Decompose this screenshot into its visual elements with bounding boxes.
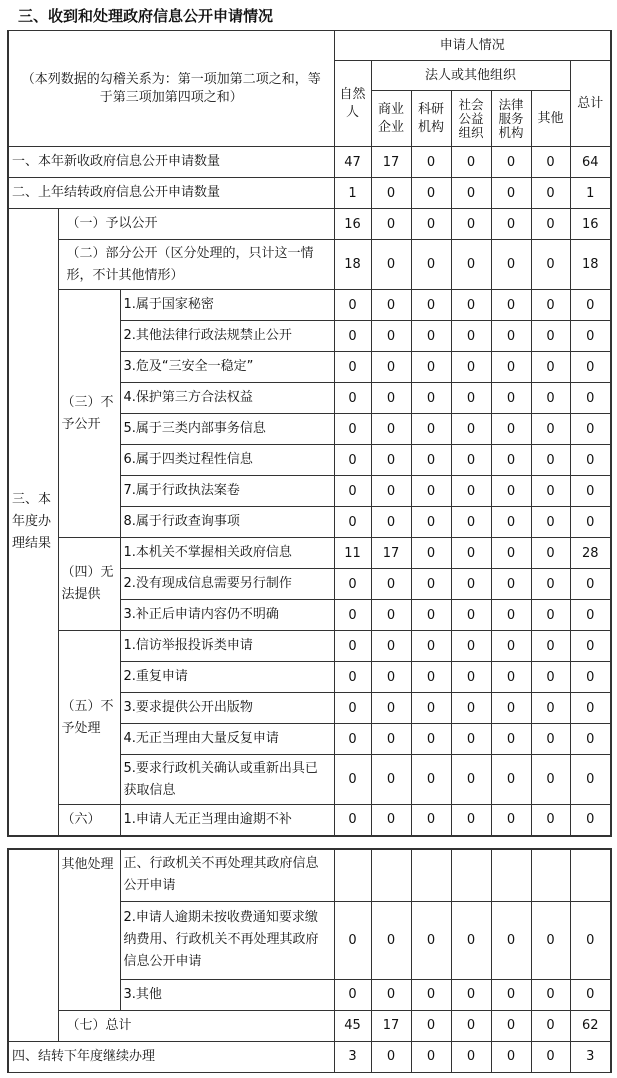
cell: 62 <box>570 1010 611 1041</box>
cell: 0 <box>531 979 570 1010</box>
cell: 0 <box>531 569 570 600</box>
cell: 0 <box>491 662 531 693</box>
row-label: 1.信访举报投诉类申请 <box>120 631 334 662</box>
cell: 0 <box>411 476 451 507</box>
cell: 0 <box>371 178 411 209</box>
cell: 0 <box>570 352 611 383</box>
cell: 0 <box>334 979 371 1010</box>
cell: 0 <box>411 693 451 724</box>
row-label: 1.本机关不掌握相关政府信息 <box>120 538 334 569</box>
cell: 0 <box>451 352 491 383</box>
cell: 0 <box>531 383 570 414</box>
cell: 0 <box>334 631 371 662</box>
group6-cont-label: 其他处理 <box>58 849 120 1010</box>
cell: 0 <box>411 662 451 693</box>
cell <box>570 849 611 901</box>
cell: 0 <box>531 476 570 507</box>
cell <box>531 849 570 901</box>
cell: 17 <box>371 538 411 569</box>
cell: 0 <box>371 901 411 979</box>
cell: 3 <box>334 1041 371 1072</box>
cell: 0 <box>371 383 411 414</box>
cell: 0 <box>371 631 411 662</box>
group5-label: （五）不予处理 <box>58 631 120 805</box>
header-col-legal-service: 法律服务机构 <box>491 91 531 147</box>
cell: 0 <box>451 538 491 569</box>
cell: 0 <box>570 979 611 1010</box>
cell: 0 <box>371 805 411 836</box>
cell: 0 <box>334 569 371 600</box>
cell: 0 <box>371 352 411 383</box>
header-total: 总计 <box>570 61 611 147</box>
cell: 0 <box>451 290 491 321</box>
cell: 0 <box>371 476 411 507</box>
cell: 0 <box>451 693 491 724</box>
row-label: 4.保护第三方合法权益 <box>120 383 334 414</box>
header-note: （本列数据的勾稽关系为：第一项加第二项之和，等于第三项加第四项之和） <box>8 31 334 147</box>
cell: 0 <box>411 209 451 240</box>
cell: 45 <box>334 1010 371 1041</box>
cell: 0 <box>451 901 491 979</box>
cell: 0 <box>570 476 611 507</box>
cell: 0 <box>531 538 570 569</box>
cell: 0 <box>411 383 451 414</box>
cell: 0 <box>491 600 531 631</box>
row-label: 6.属于四类过程性信息 <box>120 445 334 476</box>
row-label: 4.无正当理由大量反复申请 <box>120 724 334 755</box>
cell: 0 <box>411 240 451 290</box>
cell: 0 <box>451 1041 491 1072</box>
cell: 0 <box>334 445 371 476</box>
cell: 0 <box>411 1041 451 1072</box>
cell: 0 <box>334 476 371 507</box>
cell: 0 <box>371 507 411 538</box>
cell: 0 <box>570 662 611 693</box>
cell: 1 <box>334 178 371 209</box>
section3-label: 三、本年度办理结果 <box>8 209 58 836</box>
cell: 0 <box>451 147 491 178</box>
cell: 0 <box>531 1041 570 1072</box>
cell: 0 <box>411 507 451 538</box>
row-label: 3.补正后申请内容仍不明确 <box>120 600 334 631</box>
cell: 0 <box>531 352 570 383</box>
cell: 0 <box>334 805 371 836</box>
cell: 0 <box>531 209 570 240</box>
cell: 0 <box>451 414 491 445</box>
cell: 0 <box>491 805 531 836</box>
cell: 0 <box>531 805 570 836</box>
cell: 0 <box>570 631 611 662</box>
cell: 16 <box>334 209 371 240</box>
cell: 0 <box>491 445 531 476</box>
cell: 0 <box>531 600 570 631</box>
cell: 0 <box>491 209 531 240</box>
disclosure-table-part1 <box>7 30 612 837</box>
row-label: （七）总计 <box>58 1010 334 1041</box>
cell: 0 <box>531 414 570 445</box>
cell: 0 <box>491 631 531 662</box>
header-natural-person: 自然人 <box>334 61 371 147</box>
cell: 0 <box>451 569 491 600</box>
cell: 0 <box>491 1010 531 1041</box>
cell: 0 <box>411 1010 451 1041</box>
cell: 16 <box>570 209 611 240</box>
section3-cont <box>8 849 58 1041</box>
cell: 0 <box>491 240 531 290</box>
cell: 0 <box>451 600 491 631</box>
cell <box>491 849 531 901</box>
cell: 0 <box>411 538 451 569</box>
row-label: （一）予以公开 <box>58 209 334 240</box>
cell: 0 <box>371 240 411 290</box>
cell: 0 <box>491 755 531 805</box>
cell: 0 <box>570 693 611 724</box>
table-row <box>8 240 611 290</box>
row-label: 3.危及“三安全一稳定” <box>120 352 334 383</box>
cell: 0 <box>531 724 570 755</box>
cell: 47 <box>334 147 371 178</box>
table-row <box>8 1041 611 1072</box>
table-row <box>8 290 611 321</box>
row-label: 7.属于行政执法案卷 <box>120 476 334 507</box>
cell: 0 <box>491 724 531 755</box>
row-label: 3.其他 <box>120 979 334 1010</box>
cell: 0 <box>531 290 570 321</box>
cell <box>451 849 491 901</box>
cell: 0 <box>411 724 451 755</box>
header-legal-group: 法人或其他组织 <box>371 61 570 91</box>
cell: 28 <box>570 538 611 569</box>
row-label: 一、本年新收政府信息公开申请数量 <box>8 147 334 178</box>
cell: 0 <box>491 979 531 1010</box>
cell: 0 <box>570 414 611 445</box>
cell: 0 <box>491 507 531 538</box>
cell: 0 <box>451 321 491 352</box>
table-row <box>8 209 611 240</box>
cell: 0 <box>531 507 570 538</box>
cell: 1 <box>570 178 611 209</box>
table-row <box>8 849 611 901</box>
cell: 0 <box>491 352 531 383</box>
cell: 0 <box>371 755 411 805</box>
row-label: 5.要求行政机关确认或重新出具已获取信息 <box>120 755 334 805</box>
cell: 0 <box>531 1010 570 1041</box>
cell: 0 <box>451 209 491 240</box>
cell: 0 <box>411 147 451 178</box>
header-col-other: 其他 <box>531 91 570 147</box>
cell: 0 <box>570 755 611 805</box>
cell: 0 <box>570 507 611 538</box>
cell: 0 <box>371 1041 411 1072</box>
cell: 0 <box>411 352 451 383</box>
row-label: 2.重复申请 <box>120 662 334 693</box>
cell: 0 <box>371 662 411 693</box>
table-row <box>8 147 611 178</box>
row-label: 3.要求提供公开出版物 <box>120 693 334 724</box>
cell: 0 <box>371 445 411 476</box>
cell: 0 <box>411 290 451 321</box>
cell: 0 <box>334 321 371 352</box>
cell: 0 <box>371 600 411 631</box>
cell: 0 <box>451 979 491 1010</box>
cell: 0 <box>334 290 371 321</box>
cell: 0 <box>411 321 451 352</box>
cell: 0 <box>411 178 451 209</box>
cell: 0 <box>570 600 611 631</box>
cell: 0 <box>491 1041 531 1072</box>
cell: 0 <box>570 901 611 979</box>
table-row <box>8 538 611 569</box>
cell: 0 <box>451 755 491 805</box>
group6-label: （六） <box>58 805 120 836</box>
section-title: 三、收到和处理政府信息公开申请情况 <box>18 7 274 25</box>
cell: 0 <box>371 290 411 321</box>
table-row <box>8 1010 611 1041</box>
cell: 0 <box>570 321 611 352</box>
cell: 0 <box>371 693 411 724</box>
cell: 0 <box>531 445 570 476</box>
header-col-business: 商业企业 <box>371 91 411 147</box>
cell: 0 <box>411 979 451 1010</box>
table-row <box>8 631 611 662</box>
cell: 0 <box>570 569 611 600</box>
cell: 0 <box>334 600 371 631</box>
cell: 0 <box>371 979 411 1010</box>
cell: 0 <box>334 383 371 414</box>
cell <box>334 849 371 901</box>
cell: 0 <box>334 724 371 755</box>
cell: 0 <box>334 352 371 383</box>
cell: 0 <box>531 321 570 352</box>
row-label: 2.申请人逾期未按收费通知要求缴纳费用、行政机关不再处理其政府信息公开申请 <box>120 901 334 979</box>
header-applicant: 申请人情况 <box>334 31 611 61</box>
cell: 0 <box>570 445 611 476</box>
disclosure-table-part2 <box>7 848 612 1073</box>
cell: 18 <box>570 240 611 290</box>
cell: 0 <box>531 147 570 178</box>
header-col-research: 科研机构 <box>411 91 451 147</box>
cell: 0 <box>411 755 451 805</box>
cell: 0 <box>334 507 371 538</box>
group4-label: （四）无法提供 <box>58 538 120 631</box>
cell: 0 <box>371 569 411 600</box>
cell: 0 <box>451 383 491 414</box>
table-row <box>8 805 611 836</box>
cell: 0 <box>334 693 371 724</box>
cell: 0 <box>451 445 491 476</box>
cell: 0 <box>451 805 491 836</box>
cell: 0 <box>531 178 570 209</box>
cell: 17 <box>371 147 411 178</box>
cell: 0 <box>451 662 491 693</box>
cell: 0 <box>491 321 531 352</box>
cell: 64 <box>570 147 611 178</box>
cell: 0 <box>411 901 451 979</box>
cell: 0 <box>531 240 570 290</box>
row-label: 二、上年结转政府信息公开申请数量 <box>8 178 334 209</box>
cell: 0 <box>451 476 491 507</box>
cell: 0 <box>451 1010 491 1041</box>
cell: 0 <box>371 209 411 240</box>
cell <box>411 849 451 901</box>
cell: 0 <box>531 662 570 693</box>
row-label: 2.没有现成信息需要另行制作 <box>120 569 334 600</box>
cell: 0 <box>411 569 451 600</box>
table-row <box>8 178 611 209</box>
cell: 0 <box>491 178 531 209</box>
cell: 0 <box>334 755 371 805</box>
cell: 0 <box>334 414 371 445</box>
cell: 0 <box>451 507 491 538</box>
cell: 0 <box>491 901 531 979</box>
cell: 0 <box>491 414 531 445</box>
cell: 0 <box>570 805 611 836</box>
cell: 0 <box>531 631 570 662</box>
cell: 0 <box>531 693 570 724</box>
cell: 0 <box>451 240 491 290</box>
row-label: 2.其他法律行政法规禁止公开 <box>120 321 334 352</box>
header-col-public-welfare: 社会公益组织 <box>451 91 491 147</box>
row-label: 8.属于行政查询事项 <box>120 507 334 538</box>
row-label: 四、结转下年度继续办理 <box>8 1041 334 1072</box>
cell: 11 <box>334 538 371 569</box>
cell: 0 <box>371 321 411 352</box>
cell: 0 <box>491 476 531 507</box>
cell: 0 <box>570 290 611 321</box>
row-label: 1.申请人无正当理由逾期不补 <box>120 805 334 836</box>
row-label: 1.属于国家秘密 <box>120 290 334 321</box>
cell: 17 <box>371 1010 411 1041</box>
cell: 0 <box>570 724 611 755</box>
cell: 0 <box>491 538 531 569</box>
cell: 0 <box>371 414 411 445</box>
cell: 0 <box>451 724 491 755</box>
cell: 0 <box>491 290 531 321</box>
row-label: 5.属于三类内部事务信息 <box>120 414 334 445</box>
cell: 0 <box>334 901 371 979</box>
cell: 3 <box>570 1041 611 1072</box>
row-label: （二）部分公开（区分处理的，只计这一情形，不计其他情形） <box>58 240 334 290</box>
cell: 0 <box>451 178 491 209</box>
cell: 0 <box>491 147 531 178</box>
row-label: 正、行政机关不再处理其政府信息公开申请 <box>120 849 334 901</box>
cell: 0 <box>371 724 411 755</box>
cell: 0 <box>491 693 531 724</box>
cell: 0 <box>451 631 491 662</box>
cell: 0 <box>491 569 531 600</box>
cell: 0 <box>531 755 570 805</box>
cell: 0 <box>570 383 611 414</box>
cell: 0 <box>411 600 451 631</box>
cell: 0 <box>531 901 570 979</box>
cell: 0 <box>334 662 371 693</box>
cell: 0 <box>411 414 451 445</box>
cell: 0 <box>411 631 451 662</box>
cell: 0 <box>491 383 531 414</box>
cell: 0 <box>411 445 451 476</box>
cell: 18 <box>334 240 371 290</box>
cell: 0 <box>411 805 451 836</box>
group3-label: （三）不予公开 <box>58 290 120 538</box>
cell <box>371 849 411 901</box>
